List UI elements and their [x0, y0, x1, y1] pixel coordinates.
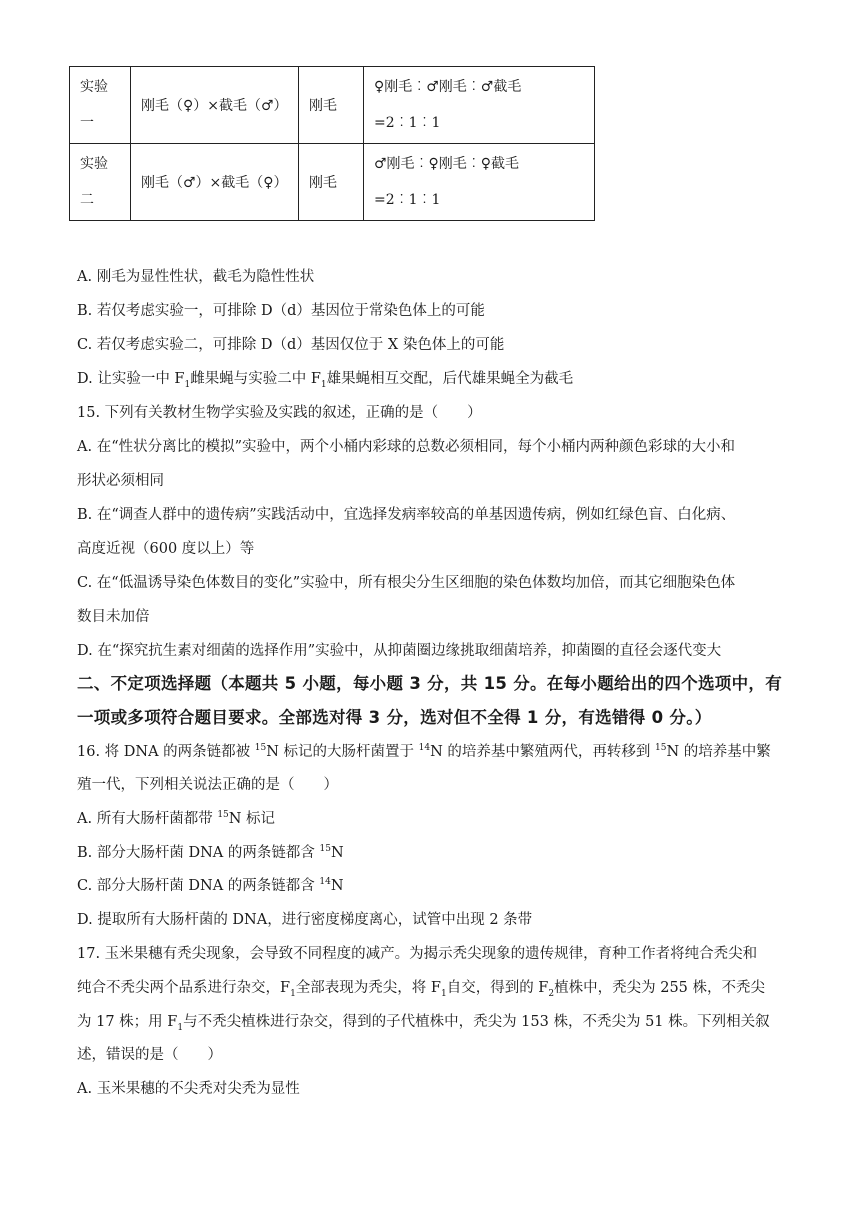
q16-option-c: C. 部分大肠杆菌 DNA 的两条链都含 $^{14}$N: [77, 877, 344, 894]
table-row: [70, 144, 595, 221]
q17-stem-line4: 述，错误的是（ ）: [77, 1047, 222, 1063]
q16-option-d: D. 提取所有大肠杆菌的 DNA，进行密度梯度离心，试管中出现 2 条带: [77, 912, 533, 928]
experiment-table: [69, 66, 595, 221]
q15-option-c-line1: C. 在“低温诱导染色体数目的变化”实验中，所有根尖分生区细胞的染色体数均加倍，而其它细胞染色体: [77, 575, 736, 591]
q16-option-a: A. 所有大肠杆菌都带 $^{15}$N 标记: [77, 810, 276, 827]
q16-option-b: B. 部分大肠杆菌 DNA 的两条链都含 $^{15}$N: [77, 844, 344, 861]
q16-stem-line1: 16. 将 DNA 的两条链都被 $^{15}$N 标记的大肠杆菌置于 $^{14}$N 的培养基中繁殖两代，再转移到 $^{15}$N 的培养基中繁: [77, 743, 771, 760]
q17-option-a: A. 玉米果穗的不尖秃对尖秃为显性: [77, 1081, 300, 1097]
q17-stem-line1: 17. 玉米果穗有秃尖现象，会导致不同程度的减产。为揭示秃尖现象的遗传规律，育种工作者将纯合秃尖和: [77, 946, 758, 962]
q15-option-c-line2: 数目未加倍: [77, 609, 150, 625]
f2-ratio-cell: ♀刚毛︰♂刚毛︰♂截毛 =2︰1︰1: [364, 67, 595, 144]
f1-cell: 刚毛: [299, 67, 364, 144]
q15-stem: 15. 下列有关教材生物学实验及实践的叙述，正确的是（ ）: [77, 405, 482, 421]
cross-cell: 刚毛（♀）×截毛（♂）: [131, 67, 299, 144]
f1-cell: 刚毛: [299, 144, 364, 221]
q14-option-d: D. 让实验一中 $F_1$雌果蝇与实验二中 $F_1$雄果蝇相互交配，后代雄果蝇全为截毛: [77, 371, 574, 390]
q15-option-b-line1: B. 在“调查人群中的遗传病”实践活动中，宜选择发病率较高的单基因遗传病，例如红绿色盲、白化病、: [77, 507, 736, 523]
q17-stem-line3: 为 17 株；用 $F_1$与不秃尖植株进行杂交，得到的子代植株中，秃尖为 153 株，不秃尖为 51 株。下列相关叙: [77, 1014, 770, 1033]
q16-stem-line2: 殖一代，下列相关说法正确的是（ ）: [77, 777, 338, 793]
q15-option-d: D. 在“探究抗生素对细菌的选择作用”实验中，从抑菌圈边缘挑取细菌培养，抑菌圈的直径会逐代变大: [77, 643, 722, 659]
experiment-name-cell: 实验 二: [70, 144, 131, 221]
q17-stem-line2: 纯合不秃尖两个品系进行杂交，$F_1$全部表现为秃尖，将 $F_1$自交，得到的 $F_2$植株中，秃尖为 255 株，不秃尖: [77, 980, 766, 999]
f2-ratio-cell: ♂刚毛︰♀刚毛︰♀截毛 =2︰1︰1: [364, 144, 595, 221]
section-heading-line2: 一项或多项符合题目要求。全部选对得 3 分，选对但不全得 1 分，有选错得 0 分。）: [77, 708, 712, 727]
table-row: [70, 67, 595, 144]
section-heading-line1: 二、不定项选择题（本题共 5 小题，每小题 3 分，共 15 分。在每小题给出的四个选项中，有: [77, 674, 782, 693]
cross-cell: 刚毛（♂）×截毛（♀）: [131, 144, 299, 221]
q15-option-a-line1: A. 在“性状分离比的模拟”实验中，两个小桶内彩球的总数必须相同，每个小桶内两种颜色彩球的大小和: [77, 439, 736, 455]
q15-option-a-line2: 形状必须相同: [77, 473, 164, 489]
q14-option-a: A. 刚毛为显性性状，截毛为隐性性状: [77, 269, 315, 285]
q15-option-b-line2: 高度近视（600 度以上）等: [77, 541, 255, 557]
q14-option-c: C. 若仅考虑实验二，可排除 D（d）基因仅位于 X 染色体上的可能: [77, 337, 505, 353]
q14-option-b: B. 若仅考虑实验一，可排除 D（d）基因位于常染色体上的可能: [77, 303, 485, 319]
experiment-name-cell: 实验 一: [70, 67, 131, 144]
